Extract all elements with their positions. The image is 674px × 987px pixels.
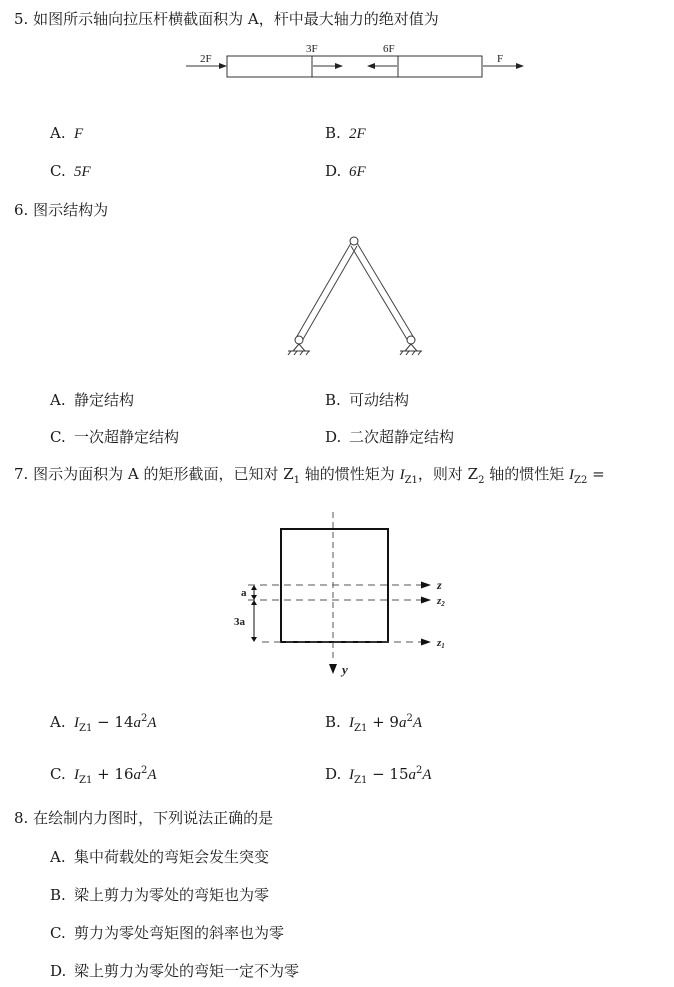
svg-text:y: y [342, 662, 348, 677]
option-5b[interactable]: B. 2F [325, 124, 366, 142]
option-7c[interactable]: C. $I_{Z1} + 16a^2A$ [50, 765, 157, 786]
svg-text:z1: z1 [437, 637, 445, 650]
question-8-stem [14, 809, 273, 827]
question-number: 5. [14, 10, 29, 28]
option-7a[interactable]: A. $I_{Z1} - 14a^2A$ [50, 713, 157, 734]
question-number: 7. [14, 465, 29, 483]
option-5d[interactable]: D. 6F [325, 162, 366, 180]
svg-text:3F: 3F [306, 43, 318, 55]
svg-text:3a: 3a [234, 616, 245, 628]
svg-text:F: F [497, 53, 504, 65]
svg-text:6F: 6F [383, 43, 395, 55]
option-5a[interactable]: A. F [50, 124, 84, 142]
question-number: 8. [14, 809, 29, 827]
option-7d[interactable]: D. $I_{Z1} - 15a^2A$ [325, 765, 432, 786]
option-6d[interactable]: D. 二次超静定结构 [325, 428, 455, 446]
question-7-stem: 7. 图示为面积为 A 的矩形截面，已知对 $Z_1$ 轴的惯性矩为 $I_{Z1}$，则对 $Z_2$ 轴的惯性矩 $I_{Z2}$ = [14, 465, 605, 486]
question-number: 6. [14, 201, 29, 219]
svg-text:z: z [437, 578, 442, 592]
option-8d[interactable]: D. 梁上剪力为零处的弯矩一定不为零 [50, 962, 300, 980]
svg-text:2F: 2F [200, 53, 212, 65]
option-6b[interactable]: B. 可动结构 [325, 391, 410, 409]
svg-text:a: a [241, 587, 247, 599]
option-8c[interactable]: C. 剪力为零处弯矩图的斜率也为零 [50, 924, 285, 942]
option-8b[interactable]: B. 梁上剪力为零处的弯矩也为零 [50, 886, 270, 904]
option-5c[interactable]: C. 5F [50, 162, 91, 180]
option-6c[interactable]: C. 一次超静定结构 [50, 428, 180, 446]
question-text: 图示结构为 [33, 201, 109, 219]
svg-text:z2: z2 [437, 595, 445, 608]
option-8a[interactable]: A. 集中荷载处的弯矩会发生突变 [50, 848, 270, 866]
question-text: 在绘制内力图时，下列说法正确的是 [33, 809, 274, 827]
option-7b[interactable]: B. $I_{Z1} + 9a^2A$ [325, 713, 423, 734]
question-text: 如图所示轴向拉压杆横截面积为 A，杆中最大轴力的绝对值为 [33, 10, 439, 28]
option-6a[interactable]: A. 静定结构 [50, 391, 135, 409]
y-axis-arrow [329, 664, 337, 674]
